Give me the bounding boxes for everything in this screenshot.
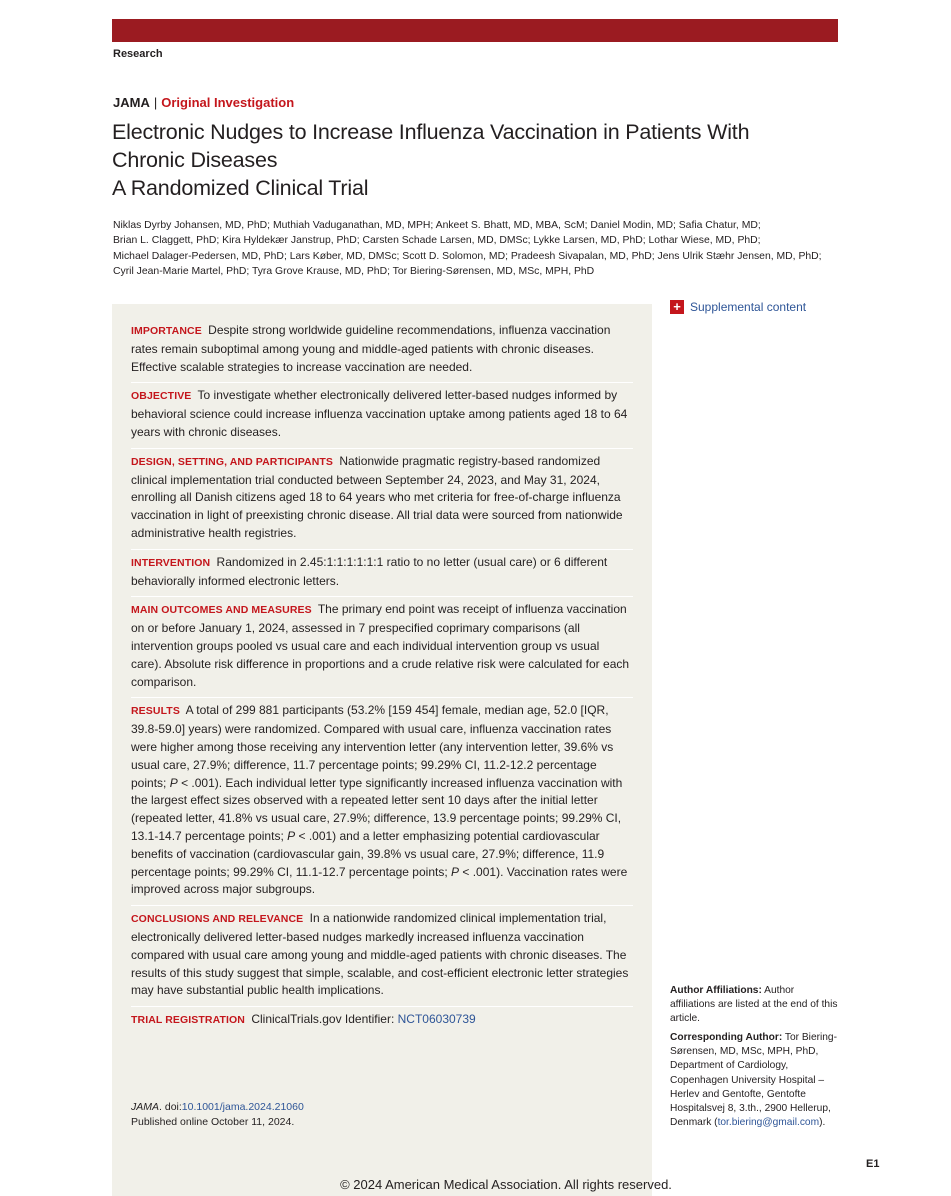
journal-separator: | xyxy=(153,95,158,110)
doi-link[interactable]: 10.1001/jama.2024.21060 xyxy=(181,1101,304,1113)
plus-icon: + xyxy=(670,300,684,314)
abstract-content xyxy=(131,318,633,1036)
abstract-text: The primary end point was receipt of influenza vaccination on or before January 1, 2024, assessed in 7 prespecified coprimary comparisons (all intervention groups pooled vs usual care and each individual intervention group vs usual care). Absolute risk difference in proportions and a crude relative risk were calculated for each comparison. xyxy=(131,602,630,689)
citation xyxy=(131,1100,304,1129)
p-value-symbol: P xyxy=(451,864,460,879)
journal-line xyxy=(113,95,294,110)
author-line: Brian L. Claggett, PhD; Kira Hyldekær Janstrup, PhD; Carsten Schade Larsen, MD, DMSc; Lykke Larsen, MD, PhD; Lothar Wiese, MD, PhD; xyxy=(113,235,761,247)
abstract-heading: RESULTS xyxy=(131,705,180,718)
page-number: E1 xyxy=(866,1158,880,1170)
abstract-importance xyxy=(131,318,633,383)
author-affiliations xyxy=(670,984,842,1027)
abstract-conclusions xyxy=(131,906,633,1007)
abstract-intervention xyxy=(131,550,633,598)
abstract-heading: TRIAL REGISTRATION xyxy=(131,1014,245,1027)
affiliations-label: Author Affiliations: xyxy=(670,985,762,996)
section-label: Research xyxy=(113,48,163,60)
author-line: Michael Dalager-Pedersen, MD, PhD; Lars Køber, MD, DMSc; Scott D. Solomon, MD; Pradeesh Sivapalan, MD, PhD; Jens Ulrik Stæhr Jensen, MD, PhD; xyxy=(113,250,822,262)
abstract-text: Randomized in 2.45:1:1:1:1:1:1 ratio to no letter (usual care) or 6 different behaviorally informed electronic letters. xyxy=(131,554,608,588)
abstract-text: ClinicalTrials.gov Identifier: xyxy=(251,1012,395,1027)
abstract-heading: IMPORTANCE xyxy=(131,325,202,337)
abstract-text: Nationwide pragmatic registry-based randomized clinical implementation trial conducted between September 24, 2023, and May 31, 2024, enrolling all Danish citizens aged 18 to 64 years who met criteria for free-of-charge influenza vaccination in light of preexisting chronic disease. All trial data were sourced from nationwide administrative health registries. xyxy=(131,453,623,540)
abstract-design xyxy=(131,449,633,550)
abstract-text: < .001) and a letter emphasizing potential cardiovascular benefits of vaccination (cardiovascular gain, 39.8% vs usual care, 27.9%; difference, 11.9 percentage points; 99.29% CI, 11.1-12.7 percentage points; xyxy=(131,828,605,879)
abstract-heading: CONCLUSIONS AND RELEVANCE xyxy=(131,913,304,926)
abstract-objective xyxy=(131,383,633,448)
article-title: Electronic Nudges to Increase Influenza Vaccination in Patients With Chronic Diseases xyxy=(112,120,750,172)
abstract-panel xyxy=(112,304,672,1196)
abstract-text: A total of 299 881 participants (53.2% [159 454] female, median age, 52.0 [IQR, 39.8-59.0] years) were randomized. Compared with usual care, influenza vaccination rates were higher among those receiving any intervention letter (any intervention letter, 39.6% vs usual care, 27.9%; difference, 11.7 percentage points; 99.29% CI, 11.2-12.2 percentage points; xyxy=(131,703,614,790)
abstract-text: Despite strong worldwide guideline recommendations, influenza vaccination rates remain suboptimal among young and middle-aged patients with chronic diseases. Effective scalable strategies to increase vaccination are needed. xyxy=(131,323,611,374)
author-line: Cyril Jean-Marie Martel, PhD; Tyra Grove Krause, MD, PhD; Tor Biering-Sørensen, MD, MSc, MPH, PhD xyxy=(113,265,595,277)
abstract-outcomes xyxy=(131,597,633,698)
corresponding-label: Corresponding Author: xyxy=(670,1032,783,1043)
publication-date: Published online October 11, 2024. xyxy=(131,1115,295,1128)
article-subtitle: A Randomized Clinical Trial xyxy=(112,176,369,200)
citation-doi-prefix: . doi: xyxy=(159,1101,182,1113)
p-value-symbol: P xyxy=(287,828,296,843)
author-line: Niklas Dyrby Johansen, MD, PhD; Muthiah Vaduganathan, MD, MPH; Ankeet S. Bhatt, MD, MBA, ScM; Daniel Modin, MD; Safia Chatur, MD; xyxy=(113,220,761,231)
affiliations-text: Author affiliations are listed at the end of this article. xyxy=(670,985,838,1025)
copyright-text: © 2024 American Medical Association. All rights reserved. xyxy=(340,1177,672,1192)
citation-doi-line xyxy=(131,1100,304,1115)
abstract-text: < .001). Vaccination rates were improved across major subgroups. xyxy=(131,864,628,897)
abstract-text: < .001). Each individual letter type significantly increased influenza vaccination with the largest effect sizes observed with a repeated letter sent 10 days after the initial letter (repeated letter, 41.8% vs usual care, 27.9%; difference, 13.9 percentage points; 99.29% CI, 13.1-14.7 percentage points; xyxy=(131,775,623,843)
email-link[interactable]: tor.biering@gmail.com xyxy=(717,1117,820,1129)
journal-header-bar xyxy=(112,19,838,42)
corresponding-text: Tor Biering-Sørensen, MD, MSc, MPH, PhD, Department of Cardiology, Copenhagen University Hospital – Herlev and Gentofte, Gentofte Hospitalsvej 8, 3.th., 2900 Hellerup, Denmark ( xyxy=(670,1032,837,1129)
citation-journal: JAMA xyxy=(131,1101,160,1113)
abstract-results xyxy=(131,698,633,906)
journal-name: JAMA xyxy=(113,95,150,110)
corresponding-author xyxy=(670,1031,842,1130)
abstract-heading: OBJECTIVE xyxy=(131,390,192,403)
supplemental-content-link[interactable] xyxy=(670,300,806,314)
article-type: Original Investigation xyxy=(161,95,295,110)
author-list xyxy=(113,218,838,279)
abstract-registration xyxy=(131,1007,633,1036)
supplemental-label[interactable]: Supplemental content xyxy=(690,300,807,314)
corresponding-end: ). xyxy=(819,1117,826,1129)
abstract-text: In a nationwide randomized clinical implementation trial, electronically delivered letter-based nudges markedly increased influenza vaccination compared with usual care among young and middle-aged patients with chronic diseases. The results of this study suggest that simple, scalable, and cost-efficient electronic letter strategies may have substantial public health implications. xyxy=(131,911,629,998)
trial-id-link[interactable]: NCT06030739 xyxy=(397,1012,476,1027)
abstract-heading: DESIGN, SETTING, AND PARTICIPANTS xyxy=(131,455,334,468)
abstract-heading: MAIN OUTCOMES AND MEASURES xyxy=(131,604,312,617)
copyright-notice xyxy=(112,1177,672,1192)
abstract-heading: INTERVENTION xyxy=(131,556,211,569)
abstract-text: To investigate whether electronically delivered letter-based nudges informed by behavioral science could increase influenza vaccination uptake among patients aged 18 to 64 years with chronic diseases. xyxy=(131,388,628,439)
p-value-symbol: P xyxy=(169,775,178,790)
